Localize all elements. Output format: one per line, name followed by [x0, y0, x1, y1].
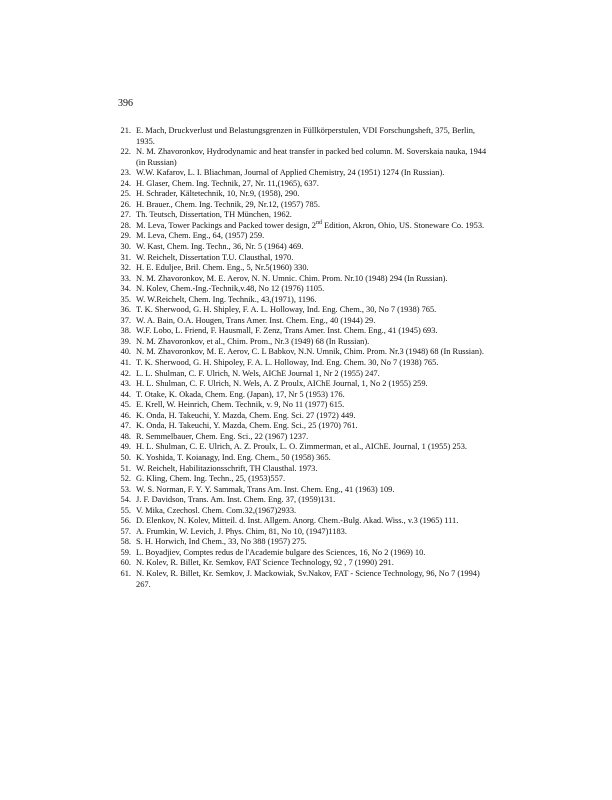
- reference-text: [136, 358, 490, 369]
- reference-number: 51.: [120, 463, 131, 473]
- reference-text: [136, 168, 490, 179]
- reference-item: [118, 326, 490, 337]
- reference-text-main: Th. Teutsch, Dissertation, TH München, 1962.: [136, 210, 292, 220]
- reference-text-main: E. Mach, Druckverlust und Belastungsgrenzen in Füllkörperstulen, VDI Forschungsheft, 375, Berlin, 1935.: [136, 126, 475, 146]
- reference-text: [136, 210, 490, 221]
- reference-text-main: W. Kast, Chem. Ing. Techn., 36, Nr. 5 (1964) 469.: [136, 242, 304, 252]
- reference-item: [118, 400, 490, 411]
- reference-number: 42.: [120, 368, 131, 378]
- reference-text: [136, 147, 490, 168]
- reference-text-main: N. Kolev, R. Billet, Kr. Semkov, FAT Science Technology, 92 , 7 (1990) 291.: [136, 558, 394, 568]
- reference-number: 39.: [120, 336, 131, 346]
- reference-number: 32.: [120, 263, 131, 273]
- reference-number: 41.: [120, 358, 131, 368]
- reference-text: [136, 369, 490, 380]
- reference-text-main: J. F. Davidson, Trans. Am. Inst. Chem. Eng. 37, (1959)131.: [136, 495, 336, 505]
- reference-text-main: N. M. Zhavoronkov, M. E. Aerov, C. L Babkov, N.N. Umnik, Chim. Prom. Nr.3 (1948) 68 (In Russian).: [136, 347, 484, 357]
- reference-text-main: V. Mika, Czechosl. Chem. Com.32,(1967)2933.: [136, 505, 297, 515]
- reference-text-main: L. L. Shulman, C. F. Ulrich, N. Wels, AIChE Journal 1, Nr 2 (1955) 247.: [136, 368, 380, 378]
- reference-text: [136, 442, 490, 453]
- reference-list: [118, 126, 490, 590]
- reference-text: [136, 485, 490, 496]
- reference-number: 27.: [120, 210, 131, 220]
- reference-text: [136, 242, 490, 253]
- reference-text-main: K. Yoshida, T. Koianagy, Ind. Eng. Chem., 50 (1958) 365.: [136, 452, 331, 462]
- reference-item: [118, 200, 490, 211]
- reference-text: [136, 464, 490, 475]
- reference-item: [118, 295, 490, 306]
- reference-text: [136, 495, 490, 506]
- reference-text: [136, 474, 490, 485]
- reference-item: [118, 168, 490, 179]
- reference-item: [118, 379, 490, 390]
- reference-text: [136, 316, 490, 327]
- reference-item: [118, 516, 490, 527]
- reference-text-main: D. Elenkov, N. Kolev, Mitteil. d. Inst. Allgem. Anorg. Chem.-Bulg. Akad. Wiss., v.3 (1965) 111.: [136, 516, 459, 526]
- reference-item: [118, 464, 490, 475]
- reference-text-main: G. Kling, Chem. Ing. Techn., 25, (1953)557.: [136, 474, 286, 484]
- reference-number: 25.: [120, 189, 131, 199]
- reference-item: [118, 369, 490, 380]
- reference-number: 47.: [120, 421, 131, 431]
- reference-text-main: W. Reichelt, Habilitazionsschrift, TH Clausthal. 1973.: [136, 463, 318, 473]
- reference-text-main: A. Frumkin, W. Levich, J. Phys. Chim, 81, No 10, (1947)1183.: [136, 526, 347, 536]
- reference-text: [136, 337, 490, 348]
- reference-text: [136, 516, 490, 527]
- reference-text: [136, 527, 490, 538]
- reference-number: 26.: [120, 199, 131, 209]
- reference-text: [136, 421, 490, 432]
- reference-text-main: S. H. Horwich, Ind Chem., 33, No 388 (1957) 275.: [136, 537, 307, 547]
- reference-item: [118, 411, 490, 422]
- reference-number: 22.: [120, 147, 131, 157]
- reference-number: 46.: [120, 410, 131, 420]
- reference-item: [118, 263, 490, 274]
- reference-text: [136, 305, 490, 316]
- reference-item: [118, 337, 490, 348]
- reference-text: [136, 284, 490, 295]
- reference-number: 50.: [120, 452, 131, 462]
- reference-item: [118, 569, 490, 590]
- reference-item: [118, 390, 490, 401]
- reference-item: [118, 537, 490, 548]
- reference-number: 35.: [120, 294, 131, 304]
- reference-number: 54.: [120, 495, 131, 505]
- reference-item: [118, 189, 490, 200]
- reference-item: [118, 506, 490, 517]
- reference-text-main: H. E. Eduljee, Bril. Chem. Eng., 5, Nr.5(1960) 330.: [136, 263, 309, 273]
- reference-text: [136, 558, 490, 569]
- reference-text-main: W. W.Reichelt, Chem. Ing. Technik., 43,(1971), 1196.: [136, 294, 317, 304]
- reference-text-main: N. Kolev, Chem.-Ing.-Technik,v.48, No 12 (1976) 1105.: [136, 284, 325, 294]
- reference-text: [136, 200, 490, 211]
- page-number: 396: [118, 98, 133, 109]
- reference-text-main: T. K. Sherwood, G. H. Shipoley, F. A. L. Holloway, Ind. Eng. Chem. 30, No 7 (1938) 765.: [136, 358, 439, 368]
- reference-text-main: N. Kolev, R. Billet, Kr. Semkov, J. Mackowiak, Sv.Nakov, FAT - Science Technology, 96, No 7 (1994) 267.: [136, 568, 480, 589]
- reference-text-main: W. A. Bain, O.A. Hougen, Trans Amer. Inst. Chem. Eng., 40 (1944) 29.: [136, 315, 376, 325]
- reference-item: [118, 274, 490, 285]
- reference-text-main: M. Leva, Chem. Eng., 64, (1957) 259.: [136, 231, 265, 241]
- reference-number: 43.: [120, 379, 131, 389]
- reference-number: 21.: [120, 126, 131, 135]
- reference-item: [118, 527, 490, 538]
- reference-number: 38.: [120, 326, 131, 336]
- reference-text: [136, 506, 490, 517]
- reference-text: [136, 295, 490, 306]
- reference-text-main: H. Schrader, Kältetechnik, 10, Nr.9, (1958), 290.: [136, 189, 300, 199]
- reference-item: [118, 126, 490, 147]
- reference-item: [118, 495, 490, 506]
- reference-text: [136, 379, 490, 390]
- reference-text-main: T. Otake, K. Okada, Chem. Eng. (Japan), 17, Nr 5 (1953) 176.: [136, 389, 345, 399]
- reference-number: 24.: [120, 178, 131, 188]
- reference-text: [136, 453, 490, 464]
- reference-item: [118, 147, 490, 168]
- reference-text-main: H. L. Shulman, C. E. Ulrich, A. Z. Proulx, L. O. Zimmerman, et al., AIChE. Journal, 1 (1955) 253.: [136, 442, 468, 452]
- reference-text-main: N. M. Zhavoronkov, M. E. Aerov, N. N. Umnic. Chim. Prom. Nr.10 (1948) 294 (In Russian).: [136, 273, 448, 283]
- reference-number: 29.: [120, 231, 131, 241]
- reference-text: [136, 537, 490, 548]
- reference-text: [136, 390, 490, 401]
- reference-text: [136, 263, 490, 274]
- reference-text-continued: Edition, Akron, Ohio, US. Stoneware Co. 1953.: [321, 220, 485, 230]
- reference-item: [118, 453, 490, 464]
- reference-text: [136, 400, 490, 411]
- reference-number: 49.: [120, 442, 131, 452]
- reference-text: [136, 179, 490, 190]
- reference-item: [118, 305, 490, 316]
- reference-number: 56.: [120, 516, 131, 526]
- reference-superscript: nd: [315, 220, 322, 227]
- reference-text-main: H. L. Shulman, C. F. Ulrich, N. Wels, A. Z Proulx, AIChE Journal, 1, No 2 (1955) 259.: [136, 379, 428, 389]
- reference-text: [136, 569, 490, 590]
- reference-item: [118, 316, 490, 327]
- reference-item: [118, 253, 490, 264]
- reference-text-main: L. Boyadjiev, Comptes redus de l'Academie bulgare des Sciences, 16, No 2 (1969) 10.: [136, 547, 426, 557]
- reference-text-main: T. K. Sherwood, G. H. Shipley, F. A. L. Holloway, Ind. Eng. Chem., 30, No 7 (1938) 765.: [136, 305, 437, 315]
- reference-number: 60.: [120, 558, 131, 568]
- reference-text-main: N. M. Zhavoronkov, et al., Chim. Prom., Nr.3 (1949) 68 (In Russian).: [136, 336, 370, 346]
- reference-item: [118, 548, 490, 559]
- reference-number: 36.: [120, 305, 131, 315]
- reference-text: [136, 326, 490, 337]
- reference-text-main: W.F. Lobo, L. Friend, F. Hausmall, F. Zenz, Trans Amer. Inst. Chem. Eng., 41 (1945) 693.: [136, 326, 438, 336]
- reference-text-main: H. Glaser, Chem. Ing. Technik, 27, Nr. 11,(1965), 637.: [136, 178, 319, 188]
- reference-item: [118, 558, 490, 569]
- reference-text-main: W. S. Norman, F. Y. Y. Sammak, Trans Am. Inst. Chem. Eng., 41 (1963) 109.: [136, 484, 395, 494]
- reference-text: [136, 221, 490, 232]
- reference-item: [118, 284, 490, 295]
- reference-item: [118, 442, 490, 453]
- reference-item: [118, 242, 490, 253]
- reference-item: [118, 485, 490, 496]
- reference-number: 53.: [120, 484, 131, 494]
- reference-number: 55.: [120, 505, 131, 515]
- reference-number: 59.: [120, 547, 131, 557]
- reference-text: [136, 274, 490, 285]
- reference-number: 45.: [120, 400, 131, 410]
- reference-number: 28.: [120, 220, 131, 230]
- reference-number: 33.: [120, 273, 131, 283]
- reference-number: 48.: [120, 431, 131, 441]
- reference-item: [118, 210, 490, 221]
- reference-number: 57.: [120, 526, 131, 536]
- reference-text-main: W.W. Kafarov, L. I. Bliachman, Journal of Applied Chemistry, 24 (1951) 1274 (In Russian).: [136, 168, 445, 178]
- reference-number: 34.: [120, 284, 131, 294]
- reference-item: [118, 474, 490, 485]
- reference-item: [118, 231, 490, 242]
- reference-text-main: R. Semmelbauer, Chem. Eng. Sci., 22 (1967) 1237.: [136, 431, 309, 441]
- reference-text-main: K. Onda, H. Takeuchi, Y. Mazda, Chem. Eng. Sci., 25 (1970) 761.: [136, 421, 358, 431]
- reference-text: [136, 189, 490, 200]
- reference-item: [118, 221, 490, 232]
- reference-text: [136, 347, 490, 358]
- reference-number: 31.: [120, 252, 131, 262]
- reference-text-main: K. Onda, H. Takeuchi, Y. Mazda, Chem. Eng. Sci. 27 (1972) 449.: [136, 410, 356, 420]
- reference-number: 61.: [120, 568, 131, 578]
- reference-number: 37.: [120, 315, 131, 325]
- reference-item: [118, 421, 490, 432]
- reference-item: [118, 358, 490, 369]
- reference-text: [136, 253, 490, 264]
- reference-number: 44.: [120, 389, 131, 399]
- reference-text: [136, 548, 490, 559]
- reference-number: 23.: [120, 168, 131, 178]
- reference-text: [136, 126, 490, 147]
- reference-number: 58.: [120, 537, 131, 547]
- reference-text: [136, 411, 490, 422]
- reference-text-main: E. Krell, W. Heinrich, Chem. Technik, v. 9, No 11 (1977) 615.: [136, 400, 345, 410]
- reference-text-main: N. M. Zhavoronkov, Hydrodynamic and heat transfer in packed bed column. M. Soverskaia nauka, 1944 (in Russian): [136, 147, 487, 167]
- reference-number: 30.: [120, 242, 131, 252]
- reference-text-main: H. Brauer., Chem. Ing. Technik, 29, Nr.12, (1957) 785.: [136, 199, 320, 209]
- reference-item: [118, 179, 490, 190]
- reference-text-main: W. Reichelt, Dissertation T.U. Clausthal, 1970.: [136, 252, 294, 262]
- reference-text: [136, 432, 490, 443]
- reference-number: 40.: [120, 347, 131, 357]
- reference-item: [118, 432, 490, 443]
- reference-item: [118, 347, 490, 358]
- reference-text-main: M. Leva, Tower Packings and Packed tower design, 2: [136, 220, 316, 230]
- reference-text: [136, 231, 490, 242]
- reference-number: 52.: [120, 474, 131, 484]
